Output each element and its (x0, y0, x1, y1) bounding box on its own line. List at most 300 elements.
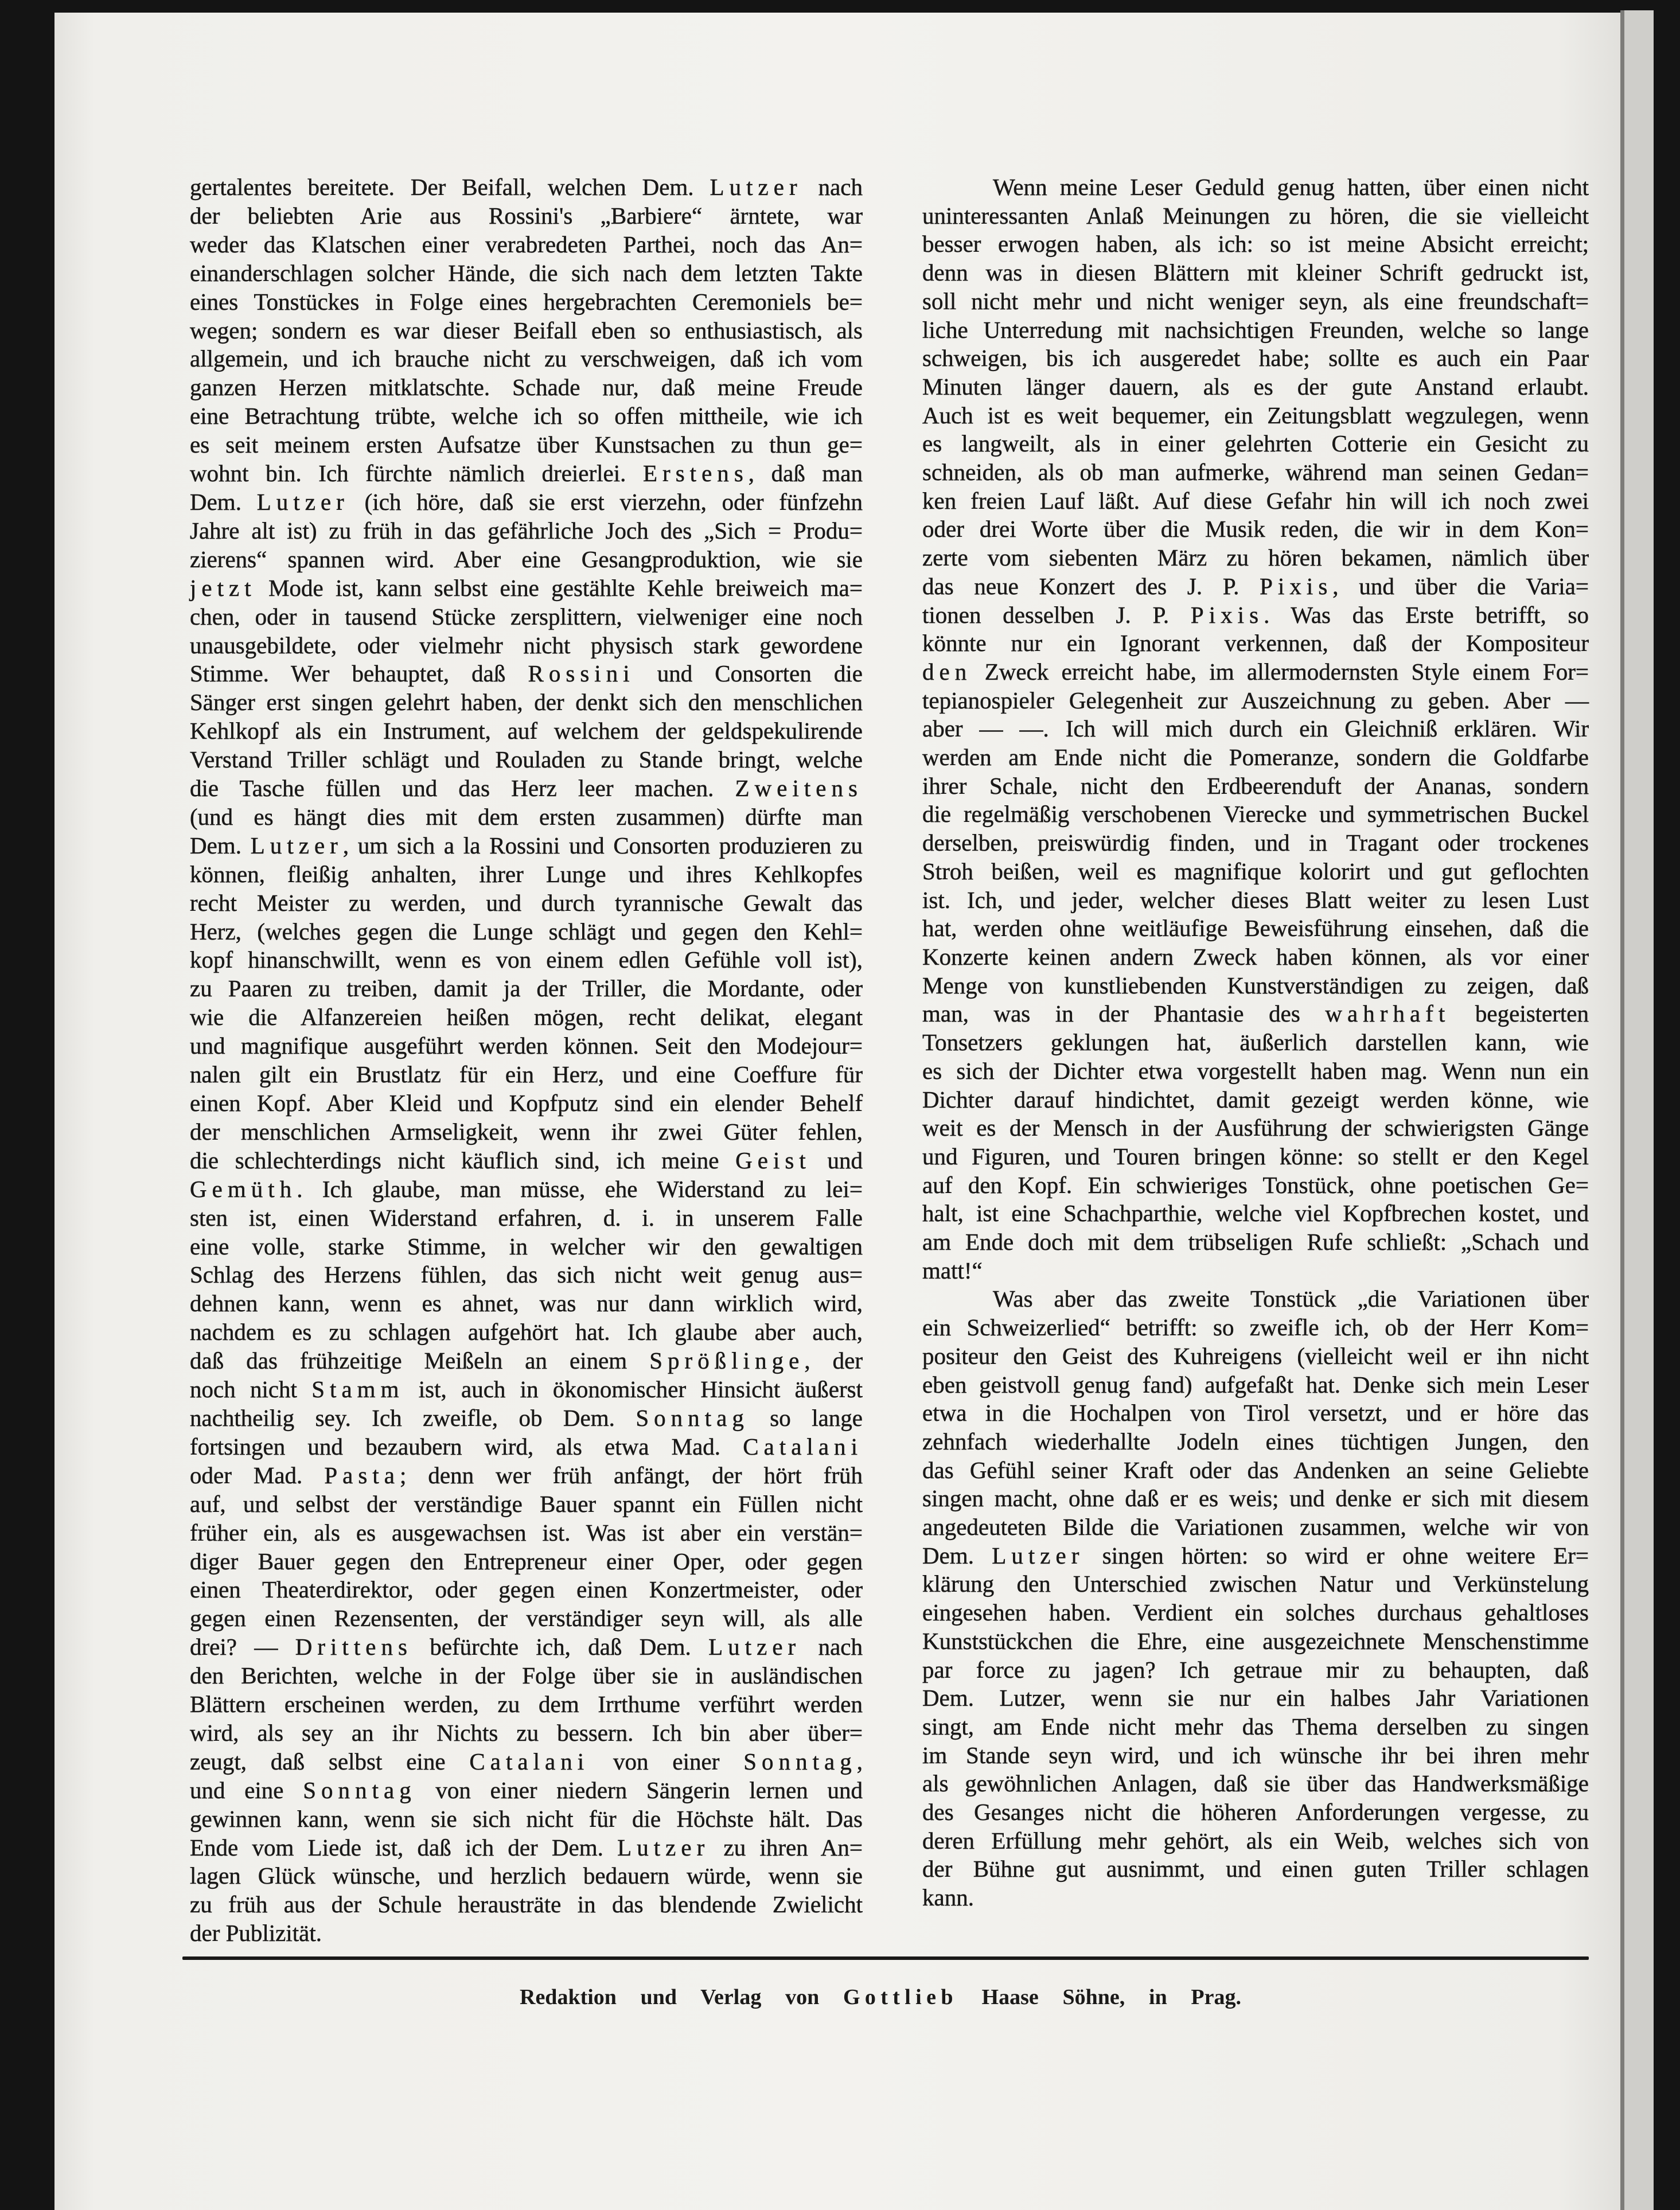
text-segment: man, was in der Phantasie des (922, 1000, 1326, 1027)
right-column-line (922, 1570, 1589, 1599)
text-segment: Zweck erreicht habe, im allermodernsten Style einem For= (972, 658, 1589, 685)
text-segment: noch nicht (190, 1376, 312, 1403)
right-column-line (922, 1057, 1589, 1086)
right-column-line (922, 800, 1589, 829)
text-segment: und (810, 1147, 863, 1174)
right-column-line (922, 515, 1589, 544)
text-segment: nachdem es zu schlagen aufgehört hat. Ich glaube aber auch, (190, 1319, 863, 1346)
spaced-emphasis: Sonntag (303, 1776, 416, 1803)
left-column-line (190, 1690, 863, 1719)
left-column-line (190, 574, 863, 603)
left-column-line (190, 860, 863, 889)
text-segment: angedeuteten Bilde die Variationen zusammen, welche wir von (922, 1514, 1589, 1541)
spaced-emphasis: Lutzer (708, 1634, 801, 1661)
left-column-line (190, 918, 863, 946)
text-segment: eben geistvoll genug fand) aufgefaßt hat. Denke sich mein Leser (922, 1371, 1589, 1398)
left-column-line (190, 975, 863, 1003)
text-segment: etwa in die Hochalpen von Tirol versetzt, und er höre das (922, 1400, 1589, 1426)
left-column-line (190, 1862, 863, 1891)
left-column-line (190, 1805, 863, 1834)
text-segment: Konzerte keinen andern Zweck haben können, als vor einer (922, 943, 1589, 970)
right-column-line (922, 914, 1589, 943)
spaced-emphasis: Lutzer (710, 174, 802, 200)
text-segment: denn was in diesen Blättern mit kleiner Schrift gedruckt ist, (922, 259, 1589, 286)
text-segment: der Publizität. (190, 1920, 322, 1947)
left-column-line (190, 774, 863, 803)
right-column-line (922, 173, 1589, 202)
right-column-line (922, 316, 1589, 345)
right-column-line (922, 344, 1589, 373)
text-segment: (ich höre, daß sie erst vierzehn, oder fünfzehn (349, 488, 863, 515)
left-column-line (190, 1089, 863, 1118)
text-segment: die schlechterdings nicht käuflich sind, ich meine (190, 1147, 736, 1174)
left-column-line (190, 603, 863, 632)
latin-type-text: a la Rossini (443, 832, 560, 859)
right-column-line (922, 1228, 1589, 1257)
text-segment: es langweilt, als in einer gelehrten Cotterie ein Gesicht zu (922, 430, 1589, 457)
right-column-line (922, 943, 1589, 972)
text-segment: chen, oder in tausend Stücke zersplittern, vielweniger eine noch (190, 603, 863, 630)
text-segment: besser erwogen haben, als ich: so ist meine Absicht erreicht; (922, 231, 1589, 258)
left-column-line (190, 832, 863, 860)
left-column-line (190, 1318, 863, 1347)
spaced-emphasis: Sonntag (743, 1748, 857, 1775)
text-segment: Dem. (190, 488, 257, 515)
left-column-line (190, 1061, 863, 1089)
left-column-line (190, 288, 863, 317)
right-column-line (922, 259, 1589, 287)
right-column-line (922, 1599, 1589, 1627)
right-column-line (922, 1342, 1589, 1371)
text-segment: befürchte ich, daß Dem. (412, 1634, 709, 1661)
text-segment: zu früh aus der Schule herausträte in das blendende Zwielicht (190, 1891, 863, 1918)
spaced-emphasis: Sonntag (636, 1404, 749, 1431)
text-segment: recht Meister zu werden, und durch tyrannische Gewalt das (190, 889, 863, 916)
text-segment: Stroh beißen, weil es magnifique kolorirt und gut geflochten (922, 858, 1589, 884)
separator-rule (182, 1956, 1589, 1960)
text-segment: zehnfach wiederhallte Jodeln eines tüchtigen Jungen, den (922, 1428, 1589, 1455)
left-column-line (190, 431, 863, 459)
spaced-emphasis: den (922, 658, 972, 685)
text-segment: ganzen Herzen mitklatschte. Schade nur, daß meine Freude (190, 374, 863, 401)
left-column-line (190, 632, 863, 660)
right-column-line (922, 202, 1589, 231)
text-segment: kopf hinanschwillt, wenn es von einem edlen Gefühle voll ist), (190, 946, 863, 973)
text-segment: hat, werden ohne weitläufige Beweisführung einsehen, daß die (922, 915, 1589, 942)
left-column-line (190, 1289, 863, 1318)
text-segment: gegen einen Rezensenten, der verständiger seyn will, als alle (190, 1605, 863, 1632)
right-column-line (922, 743, 1589, 772)
text-segment: und Figuren, und Touren bringen könne: so stellt er den Kegel (922, 1143, 1589, 1170)
text-segment: zu jagen? Ich getraue mir zu behaupten, daß (1024, 1656, 1589, 1683)
text-segment: Minuten länger dauern, als es der gute Anstand erlaubt. (922, 373, 1589, 400)
left-column-line (190, 202, 863, 231)
text-segment: Dichter darauf hindichtet, damit gezeigt werden könne, wie (922, 1086, 1589, 1113)
right-column-line (922, 1855, 1589, 1884)
text-segment: schneiden, als ob man aufmerke, während man seinen Gedan= (922, 459, 1589, 486)
left-column-line (190, 345, 863, 373)
spaced-emphasis: Stamm (311, 1376, 404, 1403)
text-segment: Stimme. Wer behauptet, daß (190, 660, 528, 687)
text-segment: werden am Ende nicht die Pomeranze, sondern die Goldfarbe (922, 744, 1589, 771)
left-column-line (190, 373, 863, 402)
text-segment: ; denn wer früh anfängt, der hört früh (399, 1461, 863, 1488)
right-column-line (922, 1000, 1589, 1028)
right-column-line (922, 373, 1589, 402)
left-column-line (190, 1490, 863, 1519)
text-segment: den Berichten, welche in der Folge über sie in ausländischen (190, 1662, 863, 1689)
right-column-line (922, 1884, 1589, 1912)
text-segment: (und es hängt dies mit dem ersten zusammen) dürfte man (190, 803, 863, 830)
left-column-line (190, 173, 863, 202)
right-column-line (922, 687, 1589, 715)
text-segment: am Ende doch mit dem trübseligen Rufe schließt: „Schach und (922, 1229, 1589, 1256)
right-column-line (922, 1114, 1589, 1143)
text-segment: singen macht, ohne daß er es weis; und denke er sich mit diesem (922, 1485, 1589, 1512)
right-column-line (922, 1656, 1589, 1685)
text-segment: früher ein, als es ausgewachsen ist. Was ist aber ein verstän= (190, 1519, 863, 1546)
spaced-emphasis: Lutzer (250, 832, 343, 859)
right-column-line (922, 1371, 1589, 1400)
text-segment: Was aber das zweite Tonstück „die Variationen über (993, 1285, 1589, 1312)
text-segment: und magnifique ausgeführt werden können. Seit den Modejour= (190, 1032, 863, 1059)
text-segment: aber — —. Ich will mich durch ein Gleichniß erklären. Wir (922, 715, 1589, 742)
right-column-line (922, 629, 1589, 658)
text-segment: matt!“ (922, 1257, 983, 1284)
right-column-line (922, 715, 1589, 743)
text-segment: als gewöhnlichen Anlagen, daß sie über das Handwerksmäßige (922, 1770, 1589, 1797)
right-column-line (922, 1428, 1589, 1456)
text-segment: wie die Alfanzereien heißen mögen, recht delikat, elegant (190, 1004, 863, 1031)
text-segment: lagen Glück wünsche, und herzlich bedauern würde, wenn sie (190, 1862, 863, 1889)
spaced-emphasis: Catalani (743, 1433, 863, 1460)
left-column-line (190, 259, 863, 288)
text-segment: von einer niedern Sängerin lernen und (416, 1776, 863, 1803)
right-column-line (922, 1086, 1589, 1114)
text-segment: deren Erfüllung mehr gehört, als ein Weib, welches sich von (922, 1827, 1589, 1854)
spaced-emphasis: Drittens (295, 1634, 412, 1661)
text-segment: kann. (922, 1884, 974, 1911)
text-segment: der beliebten Arie aus Rossini's „ (190, 202, 611, 229)
text-segment: Dem. (190, 832, 251, 859)
left-column-line (190, 717, 863, 746)
right-column-line (922, 1542, 1589, 1570)
left-column-line (190, 1147, 863, 1175)
text-segment: der Bühne gut ausnimmt, und einen guten Triller schlagen (922, 1856, 1589, 1882)
text-segment: , daß man (748, 460, 863, 487)
spaced-emphasis: Lutzer (992, 1542, 1085, 1569)
spaced-emphasis: Pasta (324, 1461, 400, 1488)
text-segment: Tonsetzers geklungen hat, äußerlich darstellen kann, wie (922, 1029, 1589, 1056)
right-column-line (922, 972, 1589, 1000)
right-column-line (922, 1769, 1589, 1798)
right-column-line (922, 1741, 1589, 1770)
text-segment: die regelmäßig verschobenen Vierecke und symmetrischen Buckel (922, 801, 1589, 828)
text-segment: weit es der Mensch in der Ausführung der schwierigsten Gänge (922, 1114, 1589, 1141)
text-segment: diger Bauer gegen den Entrepreneur einer Oper, oder gegen (190, 1548, 863, 1574)
text-segment: nach (802, 174, 863, 200)
text-segment: sten ist, einen Widerstand erfahren, d. i. in unserem Falle (190, 1204, 863, 1231)
spaced-emphasis: jetzt (190, 574, 256, 601)
text-segment: eine volle, starke Stimme, in welcher wir den gewaltigen (190, 1233, 863, 1260)
text-segment: oder drei Worte über die Musik reden, die wir in dem Kon= (922, 516, 1589, 543)
spaced-emphasis: Zweitens (735, 775, 863, 802)
text-segment: es sich der Dichter etwa vorgestellt haben mag. Wenn nun ein (922, 1057, 1589, 1084)
spaced-emphasis: Catalani (469, 1748, 590, 1775)
left-column-line (190, 688, 863, 717)
text-segment: fortsingen und bezaubern wird, als etwa Mad. (190, 1433, 743, 1460)
right-column-line (922, 1627, 1589, 1656)
left-column-line (190, 1032, 863, 1061)
right-column-line (922, 1484, 1589, 1513)
left-column-line (190, 402, 863, 431)
right-column-line (922, 1028, 1589, 1057)
right-column-line (922, 458, 1589, 487)
text-segment: Kunststückchen die Ehre, eine ausgezeichnete Menschenstimme (922, 1627, 1589, 1654)
text-segment: wegen; sondern es war dieser Beifall eben so enthusiastisch, als (190, 317, 863, 344)
right-column-line (922, 1827, 1589, 1856)
text-segment: Mode ist, kann selbst eine gestählte Kehle breiweich ma= (256, 574, 863, 601)
spaced-emphasis: Pixis (1260, 572, 1333, 599)
left-column-line (190, 1748, 863, 1776)
left-column-line (190, 1347, 863, 1375)
right-column-line (922, 1456, 1589, 1485)
text-segment: . Was das Erste betrifft, so (1264, 601, 1589, 628)
text-segment: ken freien Lauf läßt. Auf diese Gefahr hin will ich noch zwei (922, 487, 1589, 514)
text-segment: Schlag des Herzens fühlen, das sich nicht weit genug aus= (190, 1261, 863, 1288)
text-segment: Wenn meine Leser Geduld genug hatten, über einen nicht (993, 174, 1589, 200)
text-segment: wird, als sey an ihr Nichts zu bessern. Ich bin aber über= (190, 1719, 863, 1746)
text-segment: und Consorten die (634, 660, 863, 687)
text-segment: nachtheilig sey. Ich zweifle, ob Dem. (190, 1404, 636, 1431)
left-column-line (190, 889, 863, 918)
spaced-emphasis: Erstens (642, 460, 749, 487)
text-segment: zeugt, daß selbst eine (190, 1748, 470, 1775)
text-segment: eine Betrachtung trübte, welche ich so offen mittheile, wie ich (190, 403, 863, 430)
text-segment: oder Mad. (190, 1461, 325, 1488)
left-column-line (190, 488, 863, 517)
right-column-line (922, 1313, 1589, 1342)
left-column-line (190, 1719, 863, 1748)
text-segment: der menschlichen Armseligkeit, wenn ihr zwei Güter fehlen, (190, 1118, 863, 1145)
text-segment: liche Unterredung mit nachsichtigen Freunden, welche so lange (922, 316, 1589, 343)
text-segment: so lange (749, 1404, 863, 1431)
right-column-line (922, 402, 1589, 430)
text-segment: klärung den Unterschied zwischen Natur und Verkünstelung (922, 1570, 1589, 1597)
text-segment: begeisterten (1450, 1000, 1589, 1027)
text-segment: halt, ist eine Schachparthie, welche viel Kopfbrechen kostet, und (922, 1200, 1589, 1227)
left-column-line (190, 1233, 863, 1261)
spaced-emphasis: Rossini (528, 660, 635, 687)
text-segment: des Gesanges nicht die höheren Anforderungen vergesse, zu (922, 1799, 1589, 1826)
right-column-line (922, 1798, 1589, 1827)
text-segment: gertalentes bereitete. Der Beifall, welchen Dem. (190, 174, 710, 200)
text-segment: tepianospieler Gelegenheit zur Auszeichnung zu geben. Aber — (922, 687, 1589, 714)
left-column-line (190, 1576, 863, 1604)
text-segment: , der (804, 1347, 863, 1374)
left-column-line (190, 1548, 863, 1576)
left-column-line (190, 660, 863, 688)
right-column-line (922, 430, 1589, 458)
left-column-line (190, 545, 863, 574)
right-column (922, 173, 1589, 1912)
text-segment: einen Kopf. Aber Kleid und Kopfputz sind ein elender Behelf (190, 1090, 863, 1116)
right-column-line (922, 1171, 1589, 1200)
text-segment: wohnt bin. Ich fürchte nämlich dreierlei. (190, 460, 643, 487)
right-column-line (922, 1684, 1589, 1713)
text-segment: Blättern erscheinen werden, zu dem Irrthume verführt werden (190, 1691, 863, 1718)
text-segment: daß das frühzeitige Meißeln an einem (190, 1347, 650, 1374)
latin-type-text: Barbiere (610, 202, 692, 229)
left-column-line (190, 1204, 863, 1233)
text-segment: derselben, preiswürdig finden, und in Tragant oder trockenes (922, 829, 1589, 856)
right-column-line (922, 772, 1589, 801)
text-segment: , und über die Varia= (1332, 572, 1589, 599)
left-column-line (190, 1404, 863, 1433)
right-column-line (922, 1257, 1589, 1285)
left-column (190, 173, 863, 1948)
text-segment: Herz, (welches gegen die Lunge schlägt und gegen den Kehl= (190, 918, 863, 945)
right-column-line (922, 886, 1589, 915)
text-segment: ist, auch in ökonomischer Hinsicht äußerst (404, 1376, 863, 1403)
text-segment: Verstand Triller schlägt und Rouladen zu Stande bringt, welche (190, 746, 863, 773)
spaced-emphasis: Gemüth (190, 1175, 297, 1202)
text-segment: gewinnen kann, wenn sie sich nicht für die Höchste hält. Das (190, 1805, 863, 1832)
text-segment: zerte vom siebenten März zu hören bekamen, nämlich über (922, 544, 1589, 571)
latin-type-text: par force (922, 1656, 1025, 1683)
text-segment: Dem. (922, 1542, 992, 1569)
text-segment: ein Schweizerlied“ betrifft: so zweifle ich, ob der Herr Kom= (922, 1314, 1589, 1341)
left-column-line (190, 1919, 863, 1948)
text-segment: singen hörten: so wird er ohne weitere Er= (1084, 1542, 1589, 1569)
text-segment: ist. Ich, und jeder, welcher dieses Blatt weiter zu lesen Lust (922, 886, 1589, 913)
text-segment: allgemein, und ich brauche nicht zu verschweigen, daß ich vom (190, 345, 863, 372)
right-column-line (922, 1285, 1589, 1313)
text-segment: dehnen kann, wenn es ahnet, was nur dann wirklich wird, (190, 1290, 863, 1317)
left-column-line (190, 1519, 863, 1548)
text-segment: zu ihren An= (710, 1834, 863, 1861)
right-column-line (922, 858, 1589, 886)
text-segment: uninteressanten Anlaß Meinungen zu hören, die sie vielleicht (922, 202, 1589, 229)
text-segment: Sänger erst singen gelehrt haben, der denkt sich den menschlichen (190, 689, 863, 716)
text-segment: . Ich glaube, man müsse, ehe Widerstand zu lei= (297, 1175, 863, 1202)
text-segment: das Gefühl seiner Kraft oder das Andenken an seine Geliebte (922, 1456, 1589, 1483)
left-column-line (190, 1118, 863, 1147)
left-column-line (190, 1662, 863, 1690)
text-segment: Redaktion und Verlag von (520, 1985, 843, 2009)
text-segment: nach (801, 1634, 863, 1661)
text-segment: einanderschlagen solcher Hände, die sich nach dem letzten Takte (190, 259, 863, 286)
text-segment: zu Paaren zu treiben, damit ja der Triller, die Mordante, oder (190, 975, 863, 1002)
spaced-emphasis: Pixis (1190, 601, 1264, 628)
text-segment: von einer (589, 1748, 744, 1775)
text-segment: Auch ist es weit bequemer, ein Zeitungsblatt wegzulegen, wenn (922, 402, 1589, 428)
text-segment: Haase Söhne, in Prag. (957, 1985, 1242, 2009)
text-segment: singt, am Ende nicht mehr das Thema derselben zu singen (922, 1713, 1589, 1740)
right-column-line (922, 1513, 1589, 1542)
spaced-emphasis: Gottlieb (843, 1985, 958, 2009)
text-segment: das neue Konzert des J. P. (922, 572, 1260, 599)
text-segment: zierens“ spannen wird. Aber eine Gesangproduktion, wie sie (190, 545, 863, 572)
page-edge (1620, 10, 1654, 2210)
text-segment: und Consorten produzieren zu (560, 832, 863, 859)
text-segment: können, fleißig anhalten, ihrer Lunge und ihres Kehlkopfes (190, 860, 863, 887)
text-segment: auf, und selbst der verständige Bauer spannt ein Füllen nicht (190, 1490, 863, 1517)
right-column-line (922, 544, 1589, 572)
text-segment: es seit meinem ersten Aufsatze über Kunstsachen zu thun ge= (190, 431, 863, 458)
right-column-line (922, 1713, 1589, 1741)
text-segment: könnte nur ein Ignorant verkennen, daß der Kompositeur (922, 630, 1589, 657)
right-column-line (922, 658, 1589, 687)
left-column-line (190, 1433, 863, 1461)
footer-imprint (520, 1983, 1241, 2011)
right-column-line (922, 1399, 1589, 1428)
left-column-line (190, 1461, 863, 1490)
text-segment: schweigen, bis ich ausgeredet habe; sollte es auch ein Paar (922, 345, 1589, 372)
left-column-line (190, 946, 863, 975)
left-column-line (190, 1891, 863, 1919)
right-column-line (922, 230, 1589, 259)
left-column-line (190, 1003, 863, 1032)
right-column-line (922, 1199, 1589, 1228)
text-segment: eines Tonstückes in Folge eines hergebrachten Ceremoniels be= (190, 288, 863, 315)
left-column-line (190, 1604, 863, 1633)
spaced-emphasis: Lutzer (256, 488, 349, 515)
text-segment: Jahre alt ist) zu früh in das gefährliche Joch des „Sich = Produ= (190, 517, 863, 544)
text-segment: die Tasche füllen und das Herz leer machen. (190, 775, 735, 802)
text-segment: , (856, 1748, 863, 1775)
text-segment: einen Theaterdirektor, oder gegen einen Konzertmeister, oder (190, 1576, 863, 1603)
left-column-line (190, 1776, 863, 1805)
right-column-line (922, 601, 1589, 630)
left-column-line (190, 317, 863, 345)
right-column-line (922, 1143, 1589, 1171)
text-segment: positeur den Geist des Kuhreigens (vielleicht weil er ihn nicht (922, 1342, 1589, 1369)
text-segment: nalen gilt ein Brustlatz für ein Herz, und eine Coeffure für (190, 1061, 863, 1088)
text-segment: “ ärntete, war (692, 202, 863, 229)
text-segment: drei? — (190, 1634, 295, 1661)
spaced-emphasis: wahrhaft (1325, 1000, 1451, 1027)
text-segment: soll nicht mehr und nicht weniger seyn, als eine freundschaft= (922, 287, 1589, 314)
left-column-line (190, 231, 863, 259)
left-column-line (190, 803, 863, 832)
text-segment: auf den Kopf. Ein schwieriges Tonstück, ohne poetischen Ge= (922, 1171, 1589, 1198)
left-column-line (190, 459, 863, 488)
text-segment: eingesehen haben. Verdient ein solches durchaus gehaltloses (922, 1599, 1589, 1626)
text-segment: weder das Klatschen einer verabredeten Parthei, noch das An= (190, 231, 863, 258)
text-segment: unausgebildete, oder vielmehr nicht physisch stark gewordene (190, 632, 863, 658)
left-column-line (190, 1261, 863, 1289)
text-segment: Ende vom Liede ist, daß ich der Dem. (190, 1834, 618, 1861)
text-segment: , um sich (342, 832, 444, 859)
text-segment: Kehlkopf als ein Instrument, auf welchem der geldspekulirende (190, 718, 863, 745)
left-column-line (190, 517, 863, 545)
text-segment: tionen desselben J. P. (922, 601, 1191, 628)
text-segment: im Stande seyn wird, und ich wünsche ihr bei ihren mehr (922, 1741, 1589, 1768)
right-column-line (922, 572, 1589, 601)
left-column-line (190, 1175, 863, 1204)
right-column-line (922, 829, 1589, 858)
text-segment: und eine (190, 1776, 303, 1803)
right-column-line (922, 487, 1589, 516)
text-segment: Dem. Lutzer, wenn sie nur ein halbes Jahr Variationen (922, 1685, 1589, 1712)
left-column-line (190, 746, 863, 774)
spaced-emphasis: Lutzer (617, 1834, 710, 1861)
left-column-line (190, 1375, 863, 1404)
right-column-line (922, 287, 1589, 316)
left-column-line (190, 1834, 863, 1862)
left-column-line (190, 1633, 863, 1662)
